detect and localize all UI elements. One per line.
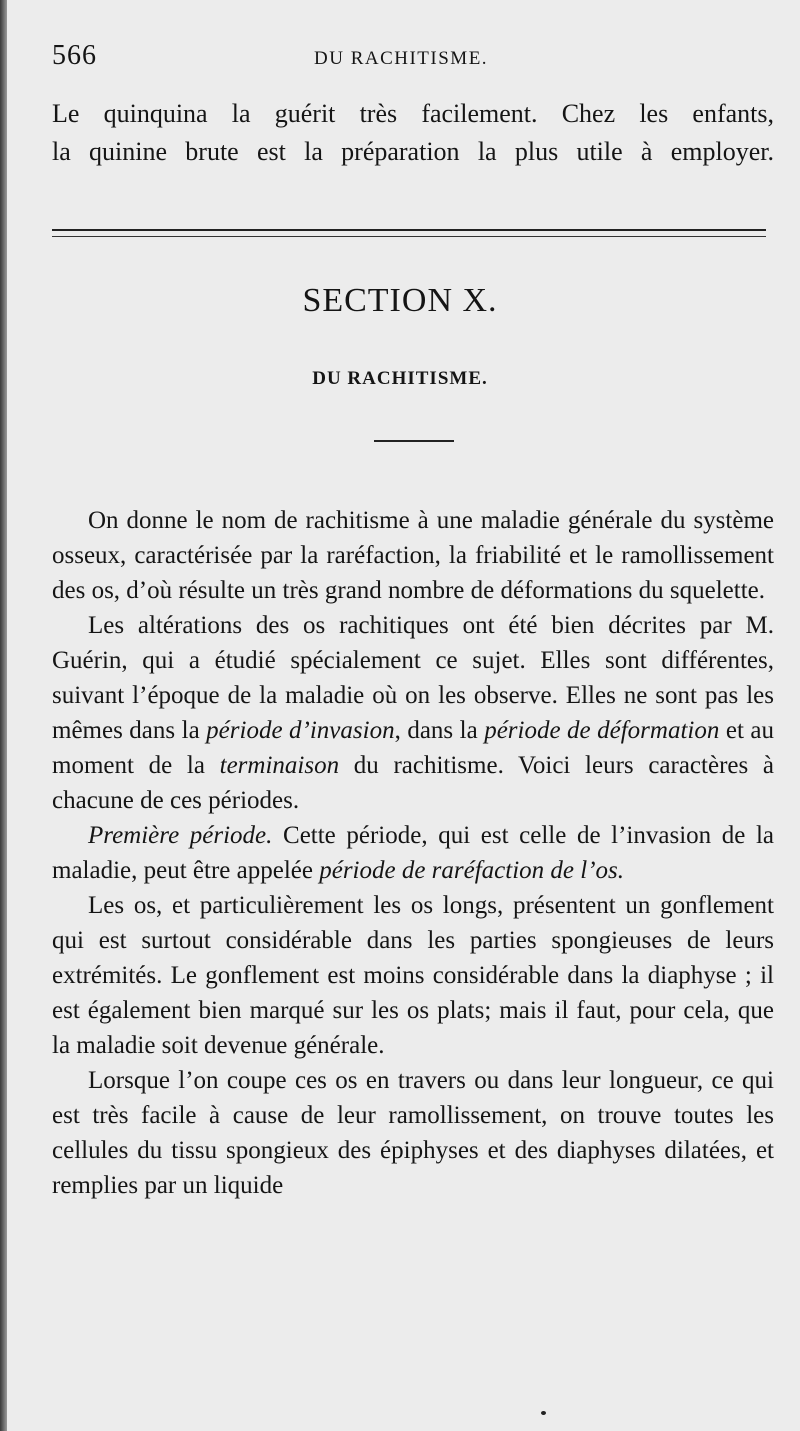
previous-section-ending [52, 95, 774, 171]
page-number: 566 [52, 40, 97, 71]
paragraph-4: Les os, et particulièrement les os longs, présentent un gonflement qui est surtout considérable dans les parties spongieuses de leurs extrémités. Le gonflement est moins considérable dans la diaphyse ; il est également bien marqué sur les os plats; mais il faut, pour cela, que la maladie soit devenue générale. [52, 892, 774, 1059]
short-divider-rule [374, 440, 454, 442]
text-run: du rachitisme. Voici leurs caractères à chacune de ces périodes. [52, 752, 774, 814]
italic-term: période d’invasion [206, 717, 395, 744]
text-run: et au moment de la [52, 717, 774, 779]
italic-term: période de déformation [484, 717, 720, 744]
text-run: , dans la [394, 717, 485, 744]
italic-term: terminaison [219, 752, 340, 779]
body-text [52, 503, 774, 1203]
section-divider-rule [52, 229, 766, 237]
running-head [52, 40, 772, 80]
paragraph-3 [52, 818, 774, 888]
page-edge-shadow [0, 0, 7, 1431]
section-heading: SECTION X. [302, 282, 498, 319]
text-line: Le quinquina la guérit très facilement. Chez les enfants, [52, 99, 774, 128]
italic-term: période de raréfaction de l’os. [319, 857, 625, 884]
text-run: Les altérations des os rachitiques ont été bien décrites par M. Guérin, qui a étudié spécialement ce sujet. Elles sont différentes, suivant l’époque de la maladie où on les observe. Elles ne sont pas les mêmes dans la [52, 612, 774, 744]
paragraph-5: Lorsque l’on coupe ces os en travers ou dans leur longueur, ce qui est très facile à cause de leur ramollissement, on trouve toutes les cellules du tissu spongieux des épiphyses et des diaphyses dilatées, et remplies par un liquide [52, 1067, 774, 1199]
text-line: la quinine brute est la préparation la plus utile à employer. [52, 137, 774, 166]
paragraph-1: On donne le nom de rachitisme à une maladie générale du système osseux, caractérisée par la raréfaction, la friabilité et le ramollissement des os, d’où résulte un très grand nombre de déformations du squelette. [52, 507, 774, 604]
text-run: Cette période, qui est celle de l’invasion de la maladie, peut être appelée [52, 822, 775, 884]
paragraph-2 [52, 608, 774, 818]
running-title: DU RACHITISME. [314, 48, 489, 69]
italic-term: Première période. [88, 822, 273, 849]
ink-speck [541, 1411, 546, 1415]
section-subtitle: DU RACHITISME. [312, 368, 488, 389]
